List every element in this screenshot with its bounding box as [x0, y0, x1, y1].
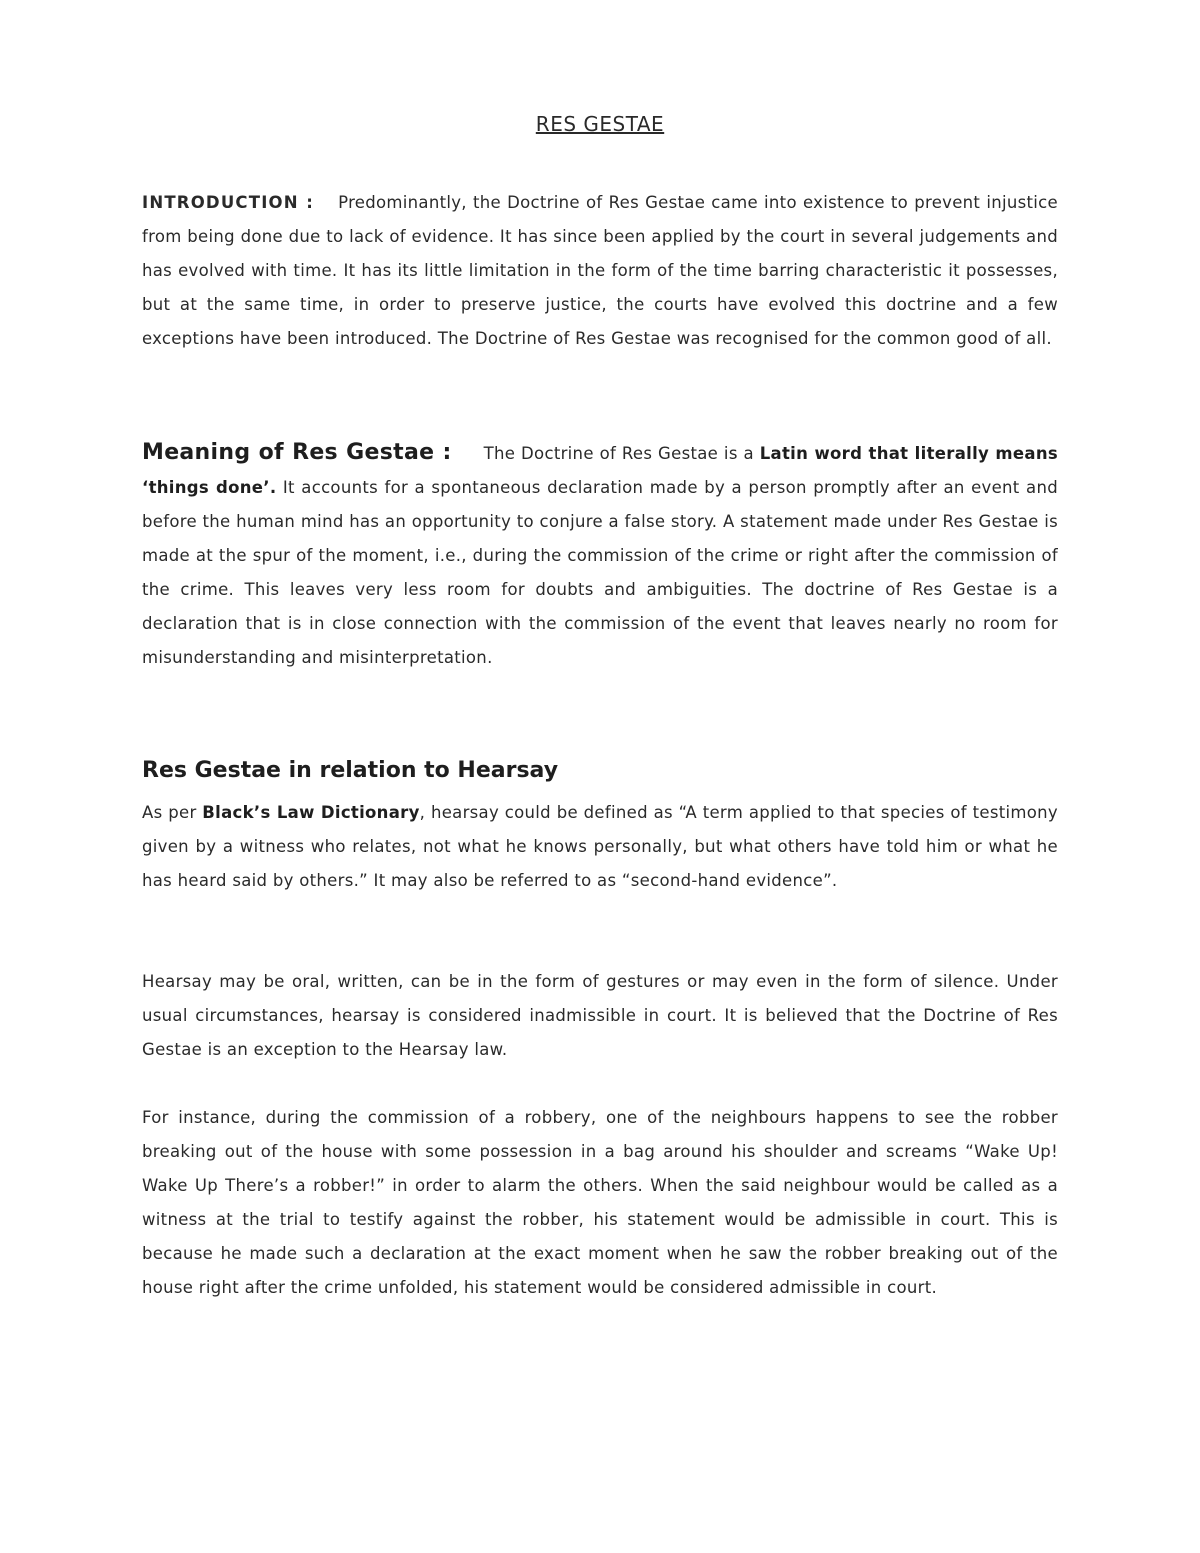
hearsay-p1-after: , hearsay could be defined as “A term applied to that species of testimony given by a witness who relates, not what he knows personally, but what others have told him or what he has heard said by others.” It may also be referred to as “second-hand evidence”.: [142, 803, 1058, 890]
introduction-label: INTRODUCTION :: [142, 193, 315, 212]
hearsay-heading: Res Gestae in relation to Hearsay: [142, 758, 559, 783]
meaning-paragraph: [142, 436, 1058, 675]
document-title: RES GESTAE: [535, 112, 665, 136]
hearsay-paragraph-3: For instance, during the commission of a robbery, one of the neighbours happens to see the robber breaking out of the house with some possession in a bag around his shoulder and screams “Wake Up! Wake Up There’s a robber!” in order to alarm the others. When the said neighbour would be called as a witness at the trial to testify against the robber, his statement would be admissible in court. This is because he made such a declaration at the exact moment when he saw the robber breaking out of the house right after the crime unfolded, his statement would be considered admissible in court.: [142, 1108, 1058, 1297]
meaning-text-before: The Doctrine of Res Gestae is a: [483, 444, 760, 463]
hearsay-p1-bold: Black’s Law Dictionary: [202, 803, 420, 822]
hearsay-paragraph-1: [142, 796, 1058, 898]
meaning-bold-text: Latin word that literally means ‘things done’.: [142, 444, 1058, 497]
introduction-text: Predominantly, the Doctrine of Res Gestae came into existence to prevent injustice from being done due to lack of evidence. It has since been applied by the court in several judgements and has evolved with time. It has its little limitation in the form of the time barring characteristic it possesses, but at the same time, in order to preserve justice, the courts have evolved this doctrine and a few exceptions have been introduced. The Doctrine of Res Gestae was recognised for the common good of all.: [142, 193, 1058, 348]
hearsay-p1-before: As per: [142, 803, 203, 822]
meaning-text-after: It accounts for a spontaneous declaration made by a person promptly after an event and before the human mind has an opportunity to conjure a false story. A statement made under Res Gestae is made at the spur of the moment, i.e., during the commission of the crime or right after the commission of the crime. This leaves very less room for doubts and ambiguities. The doctrine of Res Gestae is a declaration that is in close connection with the commission of the event that leaves nearly no room for misunderstanding and misinterpretation.: [142, 478, 1058, 667]
hearsay-paragraph-2: Hearsay may be oral, written, can be in the form of gestures or may even in the form of silence. Under usual circumstances, hearsay is considered inadmissible in court. It is believed that the Doctrine of Res Gestae is an exception to the Hearsay law.: [142, 972, 1058, 1059]
introduction-paragraph: [142, 186, 1058, 356]
meaning-heading: Meaning of Res Gestae :: [142, 440, 452, 465]
